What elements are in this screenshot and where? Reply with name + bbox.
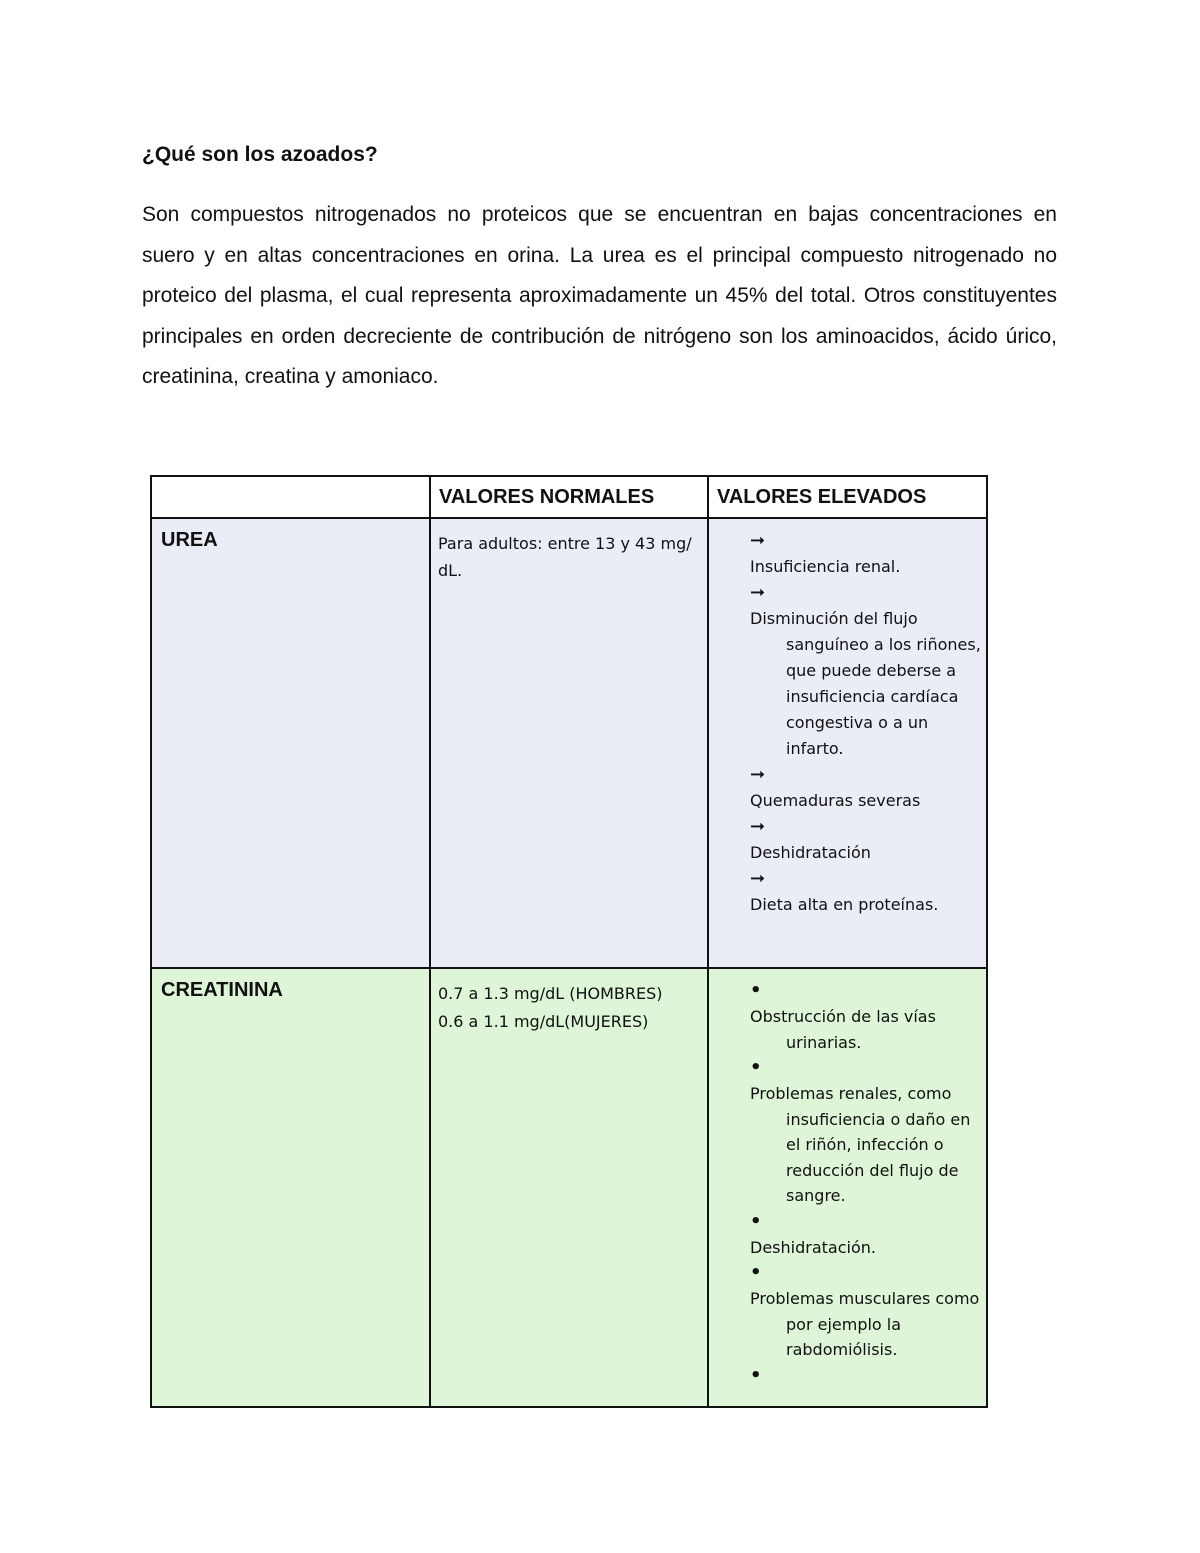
arrow-bullet-icon: ➞ <box>750 530 766 551</box>
arrow-bullet-icon: ➞ <box>750 816 766 837</box>
bullet-icon: • <box>750 980 762 1001</box>
list-item <box>750 762 982 814</box>
arrow-bullet-icon: ➞ <box>750 764 766 785</box>
row-label-urea: UREA <box>151 518 430 968</box>
list-item-text: Quemaduras severas <box>750 791 921 810</box>
list-item-text: Insuficiencia renal. <box>750 557 901 576</box>
bullet-icon: • <box>750 1057 762 1078</box>
page-heading: ¿Qué son los azoados? <box>142 143 378 166</box>
row-label-creatinina: CREATININA <box>151 968 430 1407</box>
list-item-text: Obstrucción de las vías urinarias. <box>750 1007 936 1052</box>
values-table <box>150 475 988 1408</box>
list-item-text: Disminución del flujo sanguíneo a los riñones, que puede deberse a insuficiencia cardíaca congestiva o a un infarto. <box>750 609 981 758</box>
list-item-text: Problemas musculares como por ejemplo la rabdomiólisis. <box>750 1289 980 1359</box>
list-item <box>750 1209 982 1261</box>
table-row-urea <box>151 518 987 968</box>
list-item <box>750 978 982 1055</box>
list-item <box>750 1055 982 1209</box>
bullet-icon: • <box>750 1262 762 1283</box>
table-header-row <box>151 476 987 518</box>
elevated-list-urea <box>750 528 982 918</box>
list-item-text: Dieta alta en proteínas. <box>750 895 939 914</box>
header-cell-normal: VALORES NORMALES <box>430 476 708 518</box>
list-item <box>750 866 982 918</box>
list-item <box>750 1260 982 1363</box>
header-cell-elevated: VALORES ELEVADOS <box>708 476 987 518</box>
list-item <box>750 814 982 866</box>
header-cell-empty <box>151 476 430 518</box>
elevated-values-creatinina <box>708 968 987 1407</box>
bullet-icon: • <box>750 1210 762 1232</box>
list-item-text: Deshidratación <box>750 843 871 862</box>
list-item <box>750 528 982 580</box>
normal-values-creatinina <box>430 968 708 1407</box>
list-item <box>750 1363 982 1389</box>
bullet-icon: • <box>750 1364 762 1386</box>
elevated-list-creatinina <box>750 978 982 1389</box>
table-row-creatinina <box>151 968 987 1407</box>
elevated-values-urea <box>708 518 987 968</box>
list-item-text: Problemas renales, como insuficiencia o daño en el riñón, infección o reducción del flujo de sangre. <box>750 1084 971 1205</box>
normal-value-line: 0.6 a 1.1 mg/dL(MUJERES) <box>438 1012 649 1031</box>
arrow-bullet-icon: ➞ <box>750 582 766 603</box>
arrow-bullet-icon: ➞ <box>750 868 766 889</box>
normal-value-line: Para adultos: entre 13 y 43 mg/ dL. <box>438 534 692 580</box>
normal-values-urea <box>430 518 708 968</box>
list-item <box>750 580 982 762</box>
normal-value-line: 0.7 a 1.3 mg/dL (HOMBRES) <box>438 984 663 1003</box>
list-item-text: Deshidratación. <box>750 1237 876 1257</box>
intro-paragraph: Son compuestos nitrogenados no proteicos que se encuentran en bajas concentraciones en suero y en altas concentraciones en orina. La urea es el principal compuesto nitrogenado no proteico del plasma, el cual representa aproximadamente un 45% del total. Otros constituyentes principales en orden decreciente de contribución de nitrógeno son los aminoacidos, ácido úrico, creatinina, creatina y amoniaco. <box>142 203 1057 388</box>
